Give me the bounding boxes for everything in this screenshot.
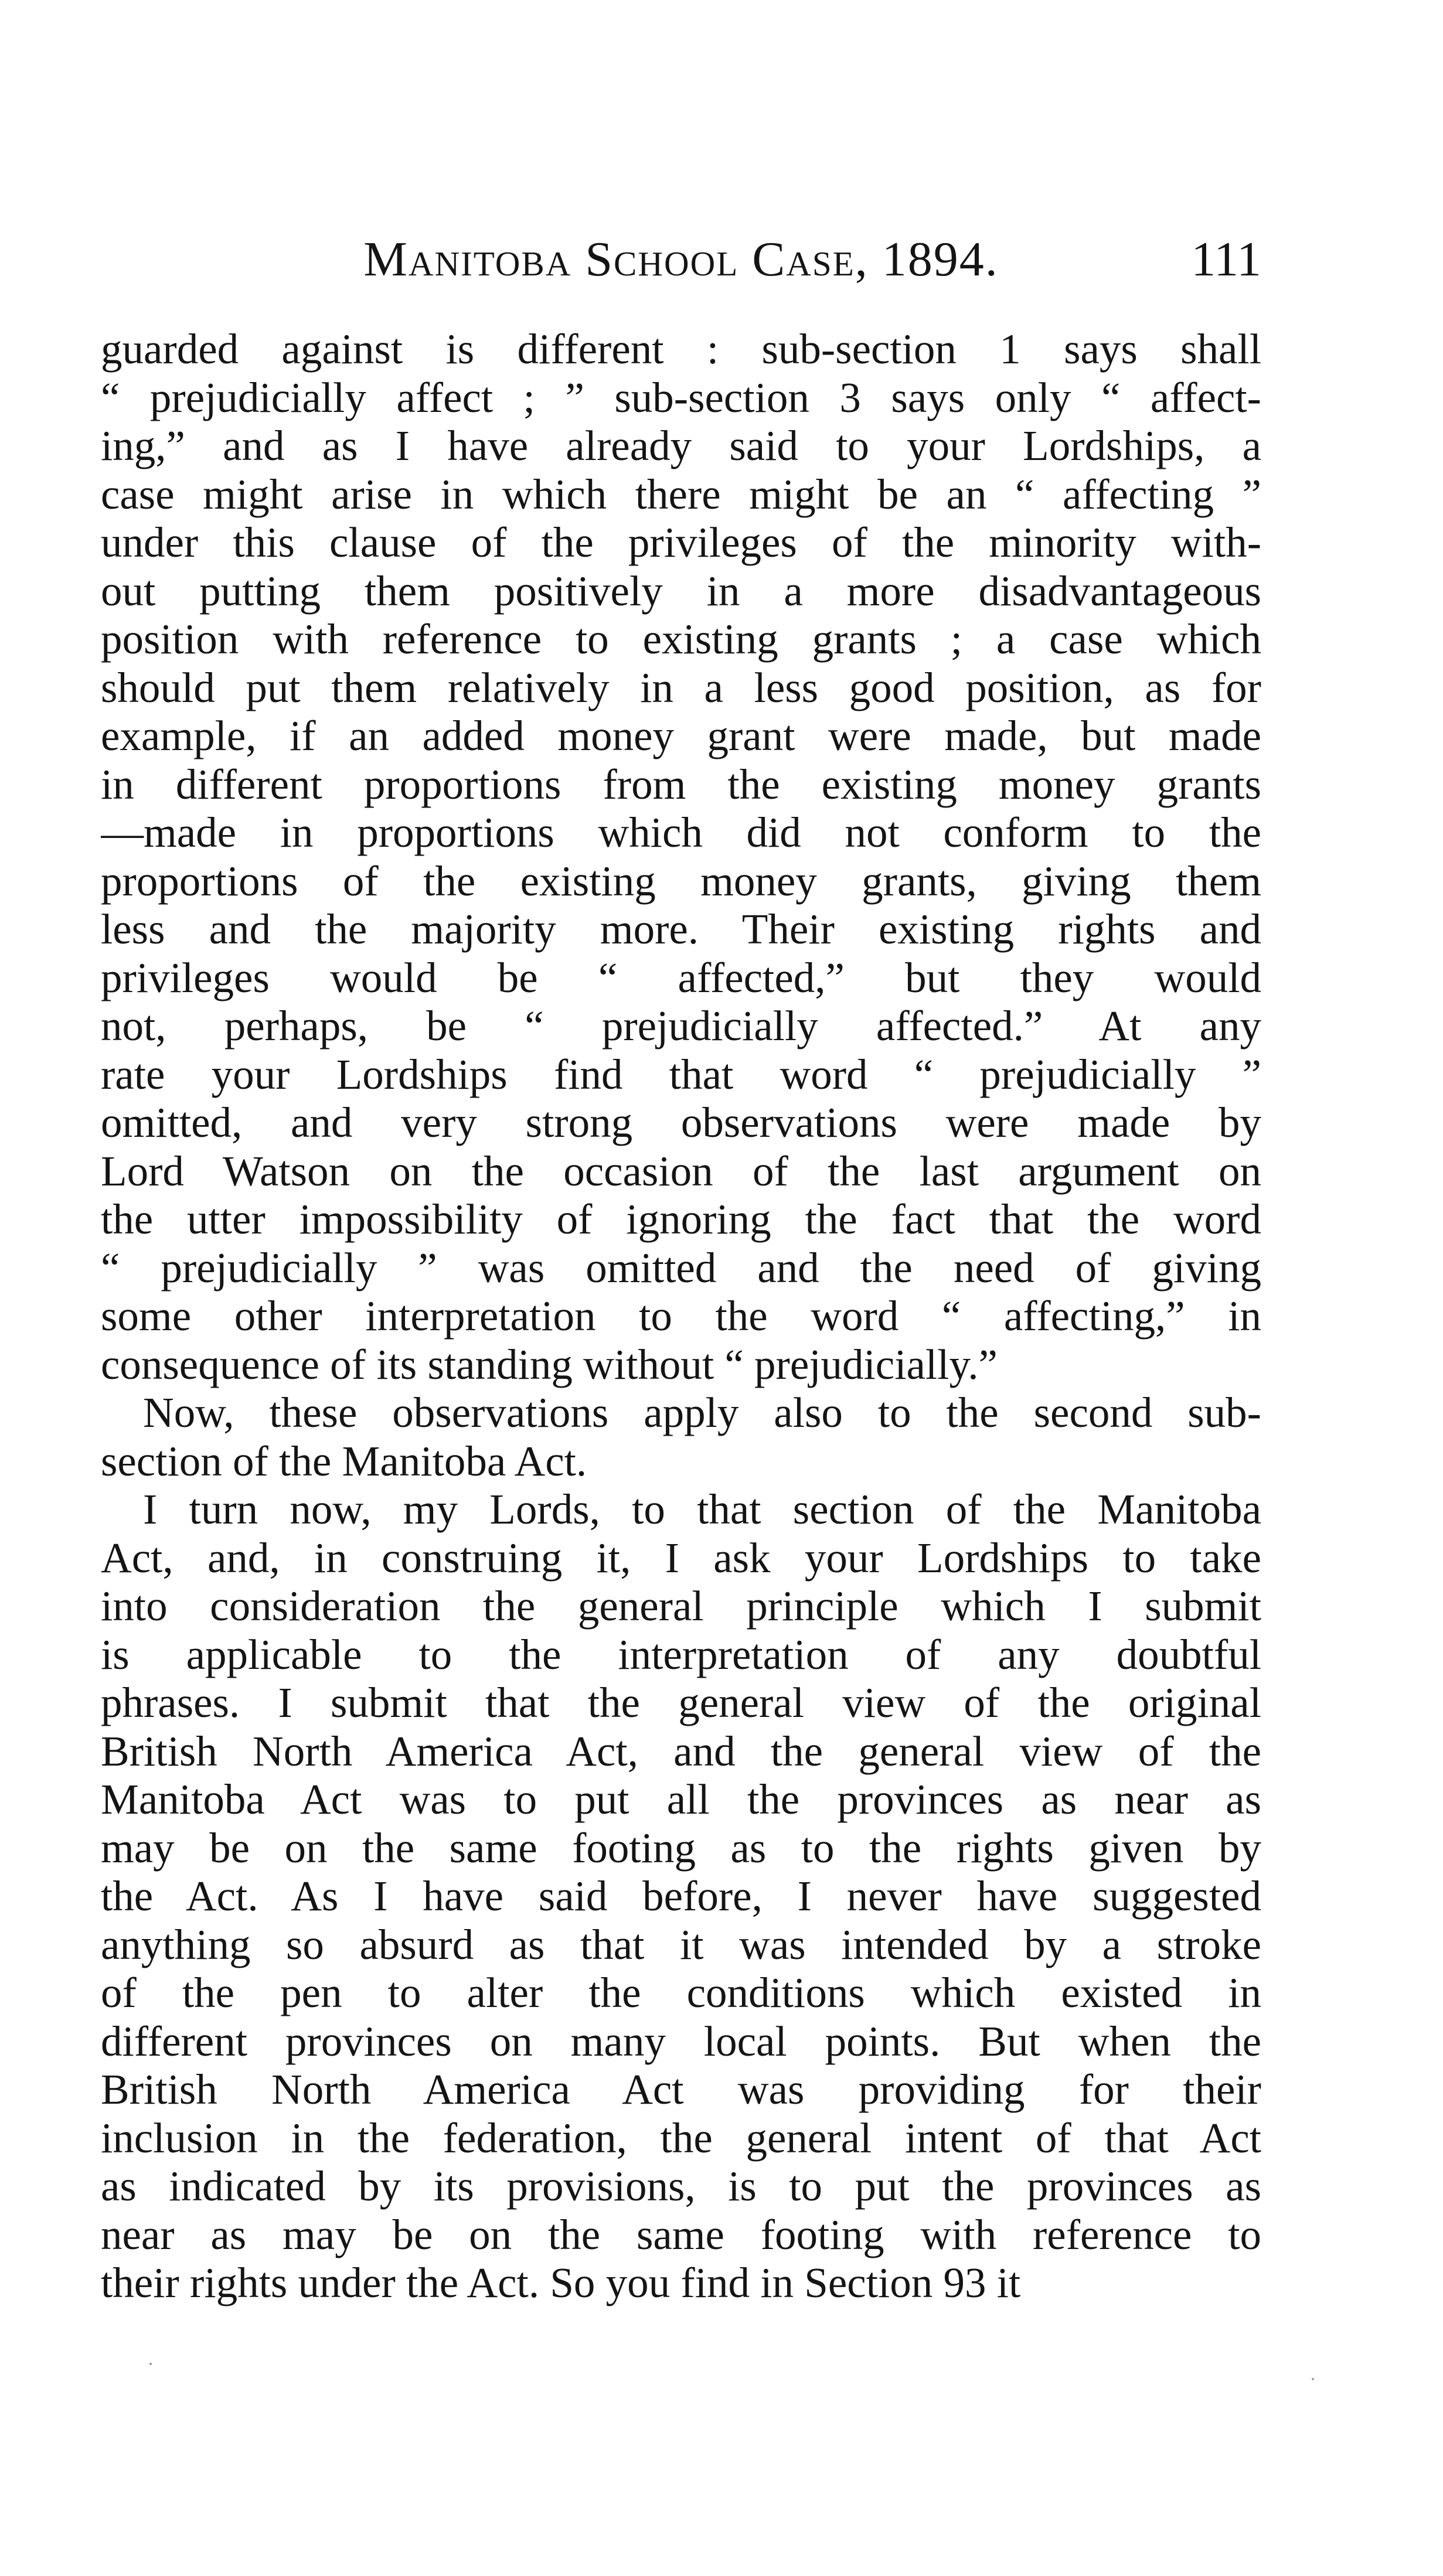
text-line: out putting them positively in a more disadvantageous — [101, 567, 1261, 615]
text-line: “ prejudicially ” was omitted and the need of giving — [101, 1243, 1261, 1292]
text-line: case might arise in which there might be an “ affecting ” — [101, 470, 1261, 518]
text-line: may be on the same footing as to the rights given by — [101, 1824, 1261, 1872]
text-line: Act, and, in construing it, I ask your Lordships to take — [101, 1534, 1261, 1582]
text-line: British North America Act was providing for their — [101, 2066, 1261, 2113]
paragraph — [101, 1485, 1261, 2308]
paragraph — [101, 325, 1261, 1389]
text-line: consequence of its standing without “ prejudicially.” — [101, 1340, 998, 1388]
text-line: omitted, and very strong observations were made by — [101, 1099, 1261, 1146]
text-line: British North America Act, and the general view of the — [101, 1727, 1261, 1775]
text-line: the Act. As I have said before, I never have suggested — [101, 1872, 1261, 1920]
text-line: —made in proportions which did not conform to the — [101, 809, 1261, 856]
text-line: of the pen to alter the conditions which existed in — [101, 1969, 1261, 2016]
text-line: ing,” and as I have already said to your Lordships, a — [101, 422, 1261, 469]
text-line: less and the majority more. Their existing rights and — [101, 905, 1261, 953]
text-line: is applicable to the interpretation of any doubtful — [101, 1630, 1261, 1678]
text-line: inclusion in the federation, the general intent of that Act — [101, 2114, 1261, 2162]
paper-speck — [149, 2363, 152, 2365]
text-line: should put them relatively in a less good position, as for — [101, 663, 1261, 711]
text-line: Manitoba Act was to put all the provinces as near as — [101, 1776, 1261, 1823]
text-line: “ prejudicially affect ; ” sub-section 3 says only “ affect- — [101, 373, 1261, 421]
text-line: rate your Lordships find that word “ prejudicially ” — [101, 1050, 1261, 1098]
text-line: example, if an added money grant were made, but made — [101, 712, 1261, 759]
text-line: some other interpretation to the word “ affecting,” in — [101, 1292, 1261, 1340]
text-line: anything so absurd as that it was intended by a stroke — [101, 1920, 1261, 1968]
text-line: section of the Manitoba Act. — [101, 1437, 587, 1485]
paper-speck — [1312, 2378, 1314, 2380]
text-line: as indicated by its provisions, is to put the provinces as — [101, 2162, 1261, 2210]
text-line: different provinces on many local points. But when the — [101, 2017, 1261, 2065]
paragraph — [101, 1389, 1261, 1485]
text-line: their rights under the Act. So you find in Section 93 it — [101, 2259, 1021, 2306]
page-number: 111 — [1191, 232, 1261, 287]
text-line: I turn now, my Lords, to that section of the Manitoba — [143, 1485, 1261, 1533]
running-title: Manitoba School Case, 1894. — [363, 232, 999, 287]
text-line: privileges would be “ affected,” but they would — [101, 953, 1261, 1001]
text-line: Now, these observations apply also to the second sub- — [143, 1389, 1261, 1436]
running-head — [101, 227, 1261, 292]
text-line: phrases. I submit that the general view of the original — [101, 1679, 1261, 1726]
text-line: under this clause of the privileges of the minority with- — [101, 519, 1261, 566]
text-line: into consideration the general principle which I submit — [101, 1582, 1261, 1630]
text-line: not, perhaps, be “ prejudicially affected.” At any — [101, 1002, 1261, 1050]
text-line: near as may be on the same footing with reference to — [101, 2210, 1261, 2258]
text-line: the utter impossibility of ignoring the fact that the word — [101, 1195, 1261, 1243]
text-line: proportions of the existing money grants, giving them — [101, 857, 1261, 905]
text-line: Lord Watson on the occasion of the last argument on — [101, 1147, 1261, 1195]
text-line: in different proportions from the existing money grants — [101, 760, 1261, 808]
body-text — [101, 325, 1261, 2308]
text-line: position with reference to existing grants ; a case which — [101, 615, 1261, 663]
text-line: guarded against is different : sub-section 1 says shall — [101, 325, 1261, 373]
